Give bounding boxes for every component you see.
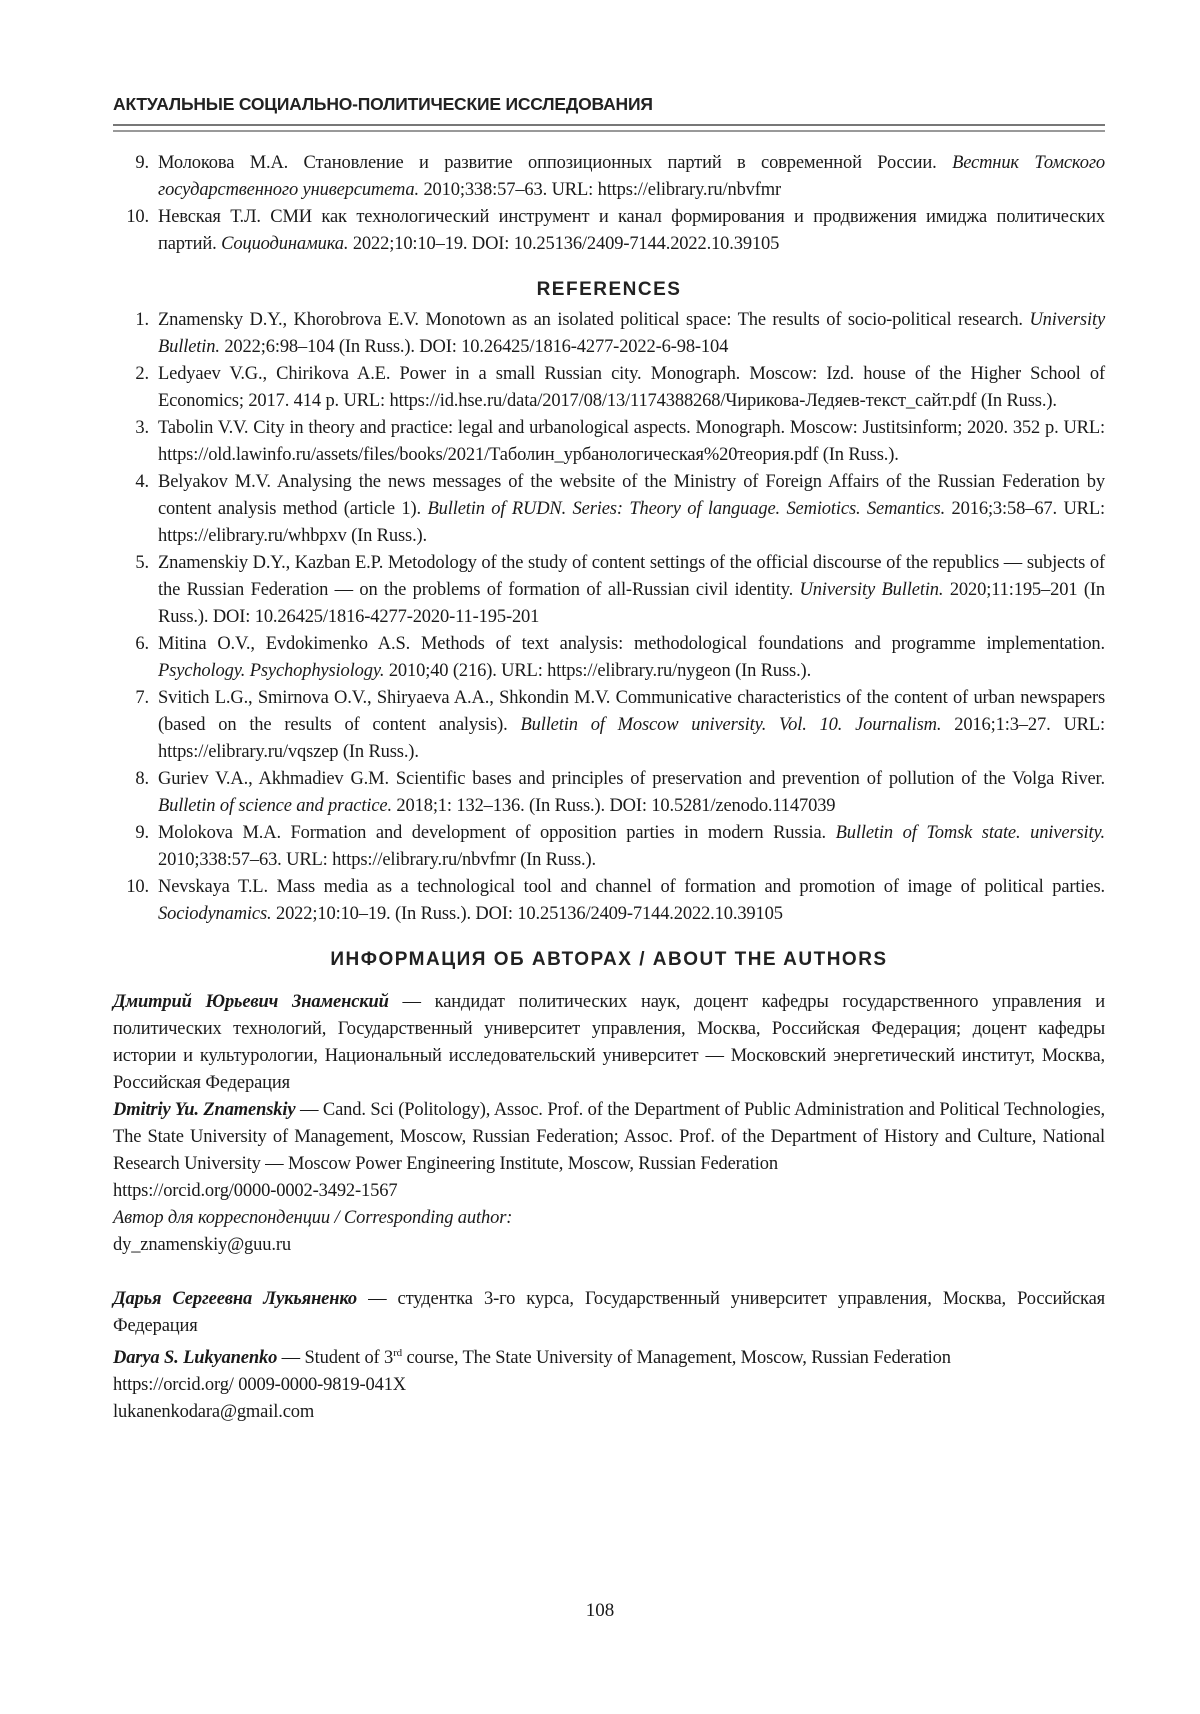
journal-title: University Bulletin. [158, 310, 1105, 357]
journal-title: Psychology. Psychophysiology. [158, 661, 384, 681]
reference-text: Svitich L.G., Smirnova O.V., Shiryaeva A.A., Shkondin M.V. Communicative characteristics of the content of urban newspapers (based on the results of content analysis). [158, 688, 1105, 735]
author-name: Dmitriy Yu. Znamenskiy [113, 1100, 295, 1120]
reference-number: 8. [113, 766, 149, 793]
author-description: — кандидат политических наук, доцент кафедры государственного управления и политических технологий, Государственный университет управления, Москва, Российская Федерация; доцент кафедры истории и культурологии, Национальный исследовательский университет — Московский энергетический институт, Москва, Российская Федерация [113, 992, 1105, 1093]
reference-item [113, 415, 1105, 469]
references-heading: REFERENCES [113, 276, 1105, 303]
reference-text: 2022;10:10–19. DOI: 10.25136/2409-7144.2022.10.39105 [348, 234, 779, 254]
reference-text: Molokova M.A. Formation and development of opposition parties in modern Russia. [158, 823, 836, 843]
author-description: — Cand. Sci (Politology), Assoc. Prof. of the Department of Public Administration and Political Technologies, The State University of Management, Moscow, Russian Federation; Assoc. Prof. of the Department of History and Culture, National Research University — Moscow Power Engineering Institute, Moscow, Russian Federation [113, 1100, 1105, 1174]
journal-title: Вестник Томского государственного университета. [158, 153, 1105, 200]
reference-text: Молокова М.А. Становление и развитие оппозиционных партий в современной России. [158, 153, 952, 173]
reference-text: Belyakov M.V. Analysing the news messages of the website of the Ministry of Foreign Affairs of the Russian Federation by content analysis method (article 1). [158, 472, 1105, 519]
reference-item [113, 307, 1105, 361]
reference-number: 9. [113, 150, 149, 177]
reference-item [113, 469, 1105, 550]
journal-title: Bulletin of Moscow university. Vol. 10. Journalism. [520, 715, 941, 735]
email-link[interactable]: lukanenkodara@gmail.com [113, 1399, 1105, 1426]
orcid-link[interactable]: https://orcid.org/0000-0002-3492-1567 [113, 1178, 1105, 1205]
page-content [113, 150, 1105, 1426]
email-link[interactable]: dy_znamenskiy@guu.ru [113, 1232, 1105, 1259]
orcid-link[interactable]: https://orcid.org/ 0009-0000-9819-041X [113, 1372, 1105, 1399]
reference-text: 2010;338:57–63. URL: https://elibrary.ru/nbvfmr [419, 180, 781, 200]
ordinal-suffix: rd [393, 1347, 402, 1359]
author-1-ru [113, 989, 1105, 1097]
reference-item [113, 550, 1105, 631]
author-description: — Student of 3 [277, 1348, 393, 1368]
reference-item [113, 631, 1105, 685]
reference-text: 2016;3:58–67. URL: https://elibrary.ru/whbpxv (In Russ.). [158, 499, 1105, 546]
journal-title: Sociodynamics. [158, 904, 272, 924]
journal-title: Bulletin of Tomsk state. university. [836, 823, 1105, 843]
journal-title: Bulletin of RUDN. Series: Theory of language. Semiotics. Semantics. [427, 499, 945, 519]
author-name: Darya S. Lukyanenko [113, 1348, 277, 1368]
reference-number: 2. [113, 361, 149, 388]
reference-text: Guriev V.A., Akhmadiev G.M. Scientific bases and principles of preservation and prevention of pollution of the Volga River. [158, 769, 1105, 789]
author-1-en [113, 1097, 1105, 1178]
reference-number: 9. [113, 820, 149, 847]
author-2-ru [113, 1286, 1105, 1340]
reference-number: 7. [113, 685, 149, 712]
reference-text: Nevskaya T.L. Mass media as a technological tool and channel of formation and promotion of image of political parties. [158, 877, 1105, 897]
author-name: Дарья Сергеевна Лукьяненко [113, 1289, 357, 1309]
reference-text: Ledyaev V.G., Chirikova A.E. Power in a small Russian city. Monograph. Moscow: Izd. house of the Higher School of Economics; 2017. 414 p. URL: https://id.hse.ru/data/2017/08/13/1174388268/Чирикова-Ледяев-текст_сайт.pdf (In Russ.). [158, 364, 1105, 411]
journal-title: Bulletin of science and practice. [158, 796, 392, 816]
reference-text: 2018;1: 132–136. (In Russ.). DOI: 10.5281/zenodo.1147039 [392, 796, 835, 816]
reference-item [113, 820, 1105, 874]
reference-number: 5. [113, 550, 149, 577]
reference-number: 4. [113, 469, 149, 496]
authors-heading: ИНФОРМАЦИЯ ОБ АВТОРАХ / ABOUT THE AUTHORS [113, 946, 1105, 973]
corresponding-author-label: Автор для корреспонденции / Corresponding author: [113, 1208, 512, 1228]
page-number: 108 [0, 1600, 1200, 1622]
reference-number: 10. [113, 204, 149, 231]
header-rule [113, 124, 1105, 132]
authors-section [113, 989, 1105, 1426]
reference-item [113, 874, 1105, 928]
reference-text: Znamensky D.Y., Khorobrova E.V. Monotown as an isolated political space: The results of socio-political research. [158, 310, 1029, 330]
reference-number: 6. [113, 631, 149, 658]
reference-text: Znamenskiy D.Y., Kazban E.P. Metodology of the study of content settings of the official discourse of the republics — subjects of the Russian Federation — on the problems of formation of all-Russian civil identity. [158, 553, 1105, 600]
reference-text: 2016;1:3–27. URL: https://elibrary.ru/vqszep (In Russ.). [158, 715, 1105, 762]
journal-title: University Bulletin. [800, 580, 944, 600]
reference-text: 2020;11:195–201 (In Russ.). DOI: 10.26425/1816-4277-2020-11-195-201 [158, 580, 1105, 627]
reference-text: 2010;40 (216). URL: https://elibrary.ru/nygeon (In Russ.). [384, 661, 811, 681]
reference-number: 10. [113, 874, 149, 901]
reference-item [113, 766, 1105, 820]
reference-item [113, 685, 1105, 766]
reference-number: 3. [113, 415, 149, 442]
reference-item [113, 361, 1105, 415]
reference-text: 2022;10:10–19. (In Russ.). DOI: 10.25136/2409-7144.2022.10.39105 [272, 904, 783, 924]
reference-text: 2010;338:57–63. URL: https://elibrary.ru/nbvfmr (In Russ.). [158, 850, 596, 870]
author-2-en [113, 1340, 1105, 1372]
reference-text: Невская Т.Л. СМИ как технологический инструмент и канал формирования и продвижения имиджа политических партий. [158, 207, 1105, 254]
reference-list [113, 307, 1105, 928]
reference-text: Tabolin V.V. City in theory and practice: legal and urbanological aspects. Monograph. Moscow: Justitsinform; 2020. 352 p. URL: https://old.lawinfo.ru/assets/files/books/2021/Таболин_урбанологическая%20теория.pdf (In Russ.). [158, 418, 1105, 465]
running-header: АКТУАЛЬНЫЕ СОЦИАЛЬНО-ПОЛИТИЧЕСКИЕ ИССЛЕДОВАНИЯ [113, 94, 653, 115]
reference-item [113, 150, 1105, 204]
author-name: Дмитрий Юрьевич Знаменский [113, 992, 389, 1012]
reference-text: Mitina O.V., Evdokimenko A.S. Methods of text analysis: methodological foundations and programme implementation. [158, 634, 1105, 654]
author-description: — студентка 3-го курса, Государственный университет управления, Москва, Российская Федерация [113, 1289, 1105, 1336]
reference-number: 1. [113, 307, 149, 334]
journal-title: Социодинамика. [221, 234, 348, 254]
author-description: course, The State University of Management, Moscow, Russian Federation [402, 1348, 951, 1368]
reference-item [113, 204, 1105, 258]
russian-reference-list [113, 150, 1105, 258]
reference-text: 2022;6:98–104 (In Russ.). DOI: 10.26425/1816-4277-2022-6-98-104 [220, 337, 728, 357]
